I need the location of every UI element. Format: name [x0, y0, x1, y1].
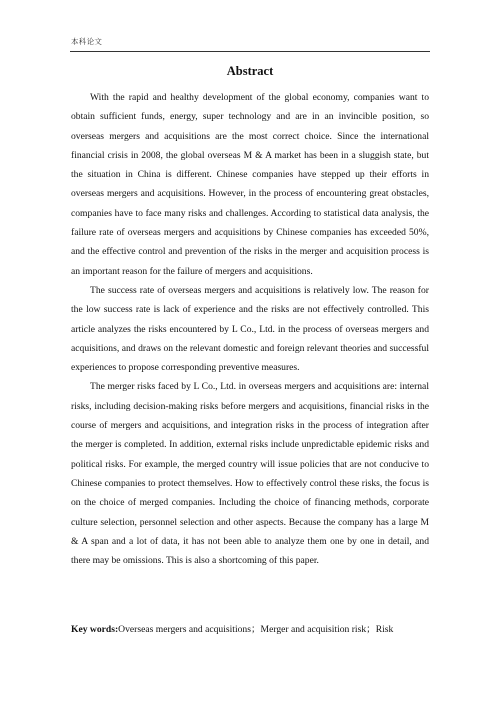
header-rule [70, 51, 430, 52]
keywords-line [71, 621, 393, 635]
abstract-paragraph: The success rate of overseas mergers and acquisitions is relatively low. The reason for the low success rate is lack of experience and the risks are not effectively controlled. This article analyzes the risks encountered by L Co., Ltd. in the process of overseas mergers and acquisitions, and draws on the relevant domestic and foreign relevant theories and successful experiences to propose corresponding preventive measures. [71, 284, 429, 374]
keywords-label: Key words: [71, 624, 119, 635]
keywords-text: Overseas mergers and acquisitions；Merger and acquisition risk；Risk [118, 624, 394, 635]
abstract-body [71, 88, 429, 570]
running-header: 本科论文 [71, 37, 103, 46]
abstract-title: Abstract [226, 64, 274, 78]
abstract-paragraph: With the rapid and healthy development of the global economy, companies want to obtain sufficient funds, energy, super technology and are in an invincible position, so overseas mergers and acquisitions are the most correct choice. Since the international financial crisis in 2008, the global overseas M & A market has been in a sluggish state, but the situation in China is different. Chinese companies have stepped up their efforts in overseas mergers and acquisitions. However, in the process of encountering great obstacles, companies have to face many risks and challenges. According to statistical data analysis, the failure rate of overseas mergers and acquisitions by Chinese companies has exceeded 50%, and the effective control and prevention of the risks in the merger and acquisition process is an important reason for the failure of mergers and acquisitions. [71, 92, 429, 277]
abstract-paragraph: The merger risks faced by L Co., Ltd. in overseas mergers and acquisitions are: internal risks, including decision-making risks before mergers and acquisitions, financial risks in the course of mergers and acquisitions, and integration risks in the process of integration after the merger is completed. In addition, external risks include unpredictable epidemic risks and political risks. For example, the merged country will issue policies that are not conducive to Chinese companies to protect themselves. How to effectively control these risks, the focus is on the choice of merged companies. Including the choice of financing methods, corporate culture selection, personnel selection and other aspects. Because the company has a large M & A span and a lot of data, it has not been able to analyze them one by one in detail, and there may be omissions. This is also a shortcoming of this paper. [71, 381, 429, 567]
